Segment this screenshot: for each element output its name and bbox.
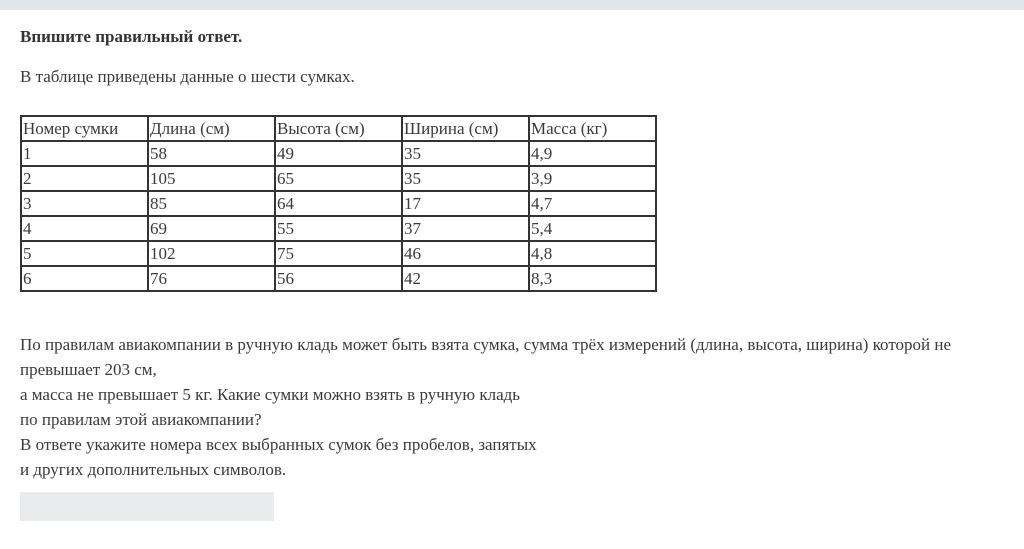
question-line: а масса не превышает 5 кг. Какие сумки можно взять в ручную кладь	[20, 385, 521, 404]
cell-length: 69	[148, 216, 275, 241]
cell-height: 49	[275, 141, 402, 166]
cell-height: 56	[275, 266, 402, 291]
top-bar	[0, 0, 1024, 10]
cell-bag-number: 2	[21, 166, 148, 191]
cell-width: 17	[402, 191, 529, 216]
cell-width: 37	[402, 216, 529, 241]
cell-width: 35	[402, 141, 529, 166]
header-mass: Масса (кг)	[529, 116, 656, 141]
cell-length: 76	[148, 266, 275, 291]
cell-height: 75	[275, 241, 402, 266]
question-text	[20, 332, 1010, 482]
table-row	[21, 141, 656, 166]
cell-height: 64	[275, 191, 402, 216]
cell-length: 105	[148, 166, 275, 191]
cell-height: 55	[275, 216, 402, 241]
cell-height: 65	[275, 166, 402, 191]
intro-text: В таблице приведены данные о шести сумках.	[20, 67, 355, 86]
cell-mass: 5,4	[529, 216, 656, 241]
cell-width: 35	[402, 166, 529, 191]
cell-width: 46	[402, 241, 529, 266]
cell-bag-number: 1	[21, 141, 148, 166]
cell-mass: 4,8	[529, 241, 656, 266]
cell-mass: 8,3	[529, 266, 656, 291]
cell-bag-number: 6	[21, 266, 148, 291]
table-row	[21, 216, 656, 241]
cell-width: 42	[402, 266, 529, 291]
header-width: Ширина (см)	[402, 116, 529, 141]
table-row	[21, 266, 656, 291]
instruction-heading: Впишите правильный ответ.	[20, 27, 243, 46]
answer-input[interactable]	[20, 492, 274, 521]
bags-table	[20, 115, 657, 292]
cell-mass: 4,9	[529, 141, 656, 166]
table-row	[21, 191, 656, 216]
table-header-row	[21, 116, 656, 141]
cell-length: 85	[148, 191, 275, 216]
cell-bag-number: 4	[21, 216, 148, 241]
cell-length: 58	[148, 141, 275, 166]
cell-mass: 3,9	[529, 166, 656, 191]
question-line: по правилам этой авиакомпании?	[20, 410, 262, 429]
cell-length: 102	[148, 241, 275, 266]
header-height: Высота (см)	[275, 116, 402, 141]
table-row	[21, 241, 656, 266]
cell-bag-number: 3	[21, 191, 148, 216]
header-length: Длина (см)	[148, 116, 275, 141]
question-line: В ответе укажите номера всех выбранных сумок без пробелов, запятых	[20, 435, 537, 454]
cell-bag-number: 5	[21, 241, 148, 266]
question-line: По правилам авиакомпании в ручную кладь может быть взята сумка, сумма трёх измерений (длина, высота, ширина) которой не превышает 203 см,	[20, 335, 952, 379]
table-row	[21, 166, 656, 191]
header-bag-number: Номер сумки	[21, 116, 148, 141]
question-line: и других дополнительных символов.	[20, 460, 287, 479]
cell-mass: 4,7	[529, 191, 656, 216]
